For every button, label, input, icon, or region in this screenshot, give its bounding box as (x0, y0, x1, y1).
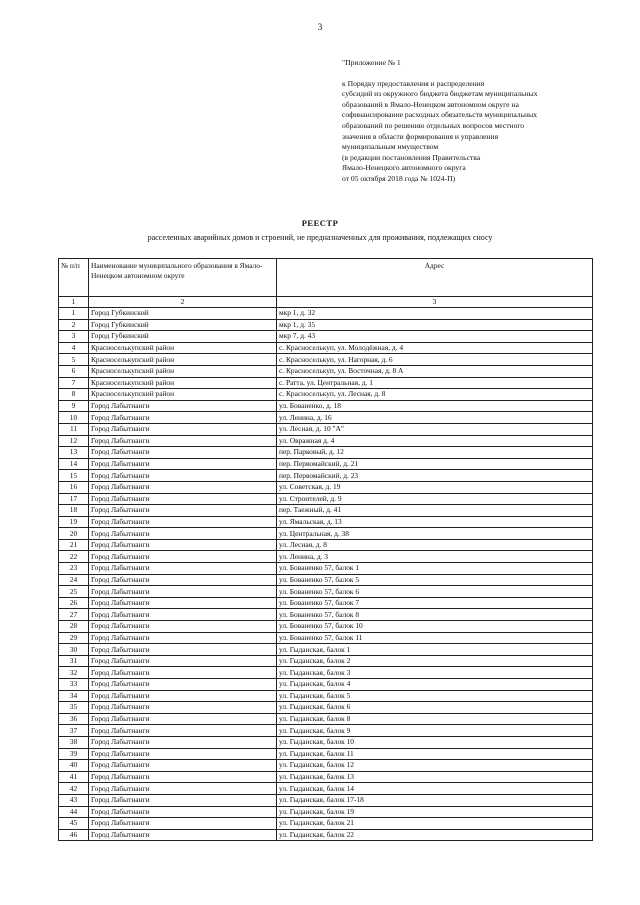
address-cell: ул. Центральная, д. 38 (277, 528, 593, 540)
appendix-heading: "Приложение № 1 (342, 58, 401, 67)
municipality-cell: Город Лабытнанги (89, 818, 277, 830)
table-row (59, 389, 593, 401)
table-header-row (59, 259, 593, 297)
table-row (59, 702, 593, 714)
address-cell: с. Ратта, ул. Центральная, д. 1 (277, 377, 593, 389)
column-header-number: № п/п (59, 259, 89, 297)
address-cell: ул. Ленина, д. 3 (277, 551, 593, 563)
table-row (59, 679, 593, 691)
row-number-cell: 14 (59, 458, 89, 470)
municipality-cell: Город Лабытнанги (89, 609, 277, 621)
table-row (59, 354, 593, 366)
address-cell: ул. Гыданская, балок 22 (277, 829, 593, 841)
address-cell: ул. Бованенко 57, балок 6 (277, 586, 593, 598)
municipality-cell: Город Лабытнанги (89, 690, 277, 702)
table-row (59, 528, 593, 540)
table-row (59, 412, 593, 424)
row-number-cell: 36 (59, 713, 89, 725)
address-cell: ул. Гыданская, балок 17-18 (277, 794, 593, 806)
address-cell: пер. Таежный, д. 41 (277, 505, 593, 517)
address-cell: ул. Гыданская, балок 14 (277, 783, 593, 795)
municipality-cell: Город Лабытнанги (89, 679, 277, 691)
table-row (59, 806, 593, 818)
municipality-cell: Город Лабытнанги (89, 505, 277, 517)
address-cell: ул. Гыданская, балок 10 (277, 736, 593, 748)
appendix-line: муниципальным имуществом (342, 142, 439, 152)
municipality-cell: Город Лабытнанги (89, 447, 277, 459)
municipality-cell: Город Лабытнанги (89, 423, 277, 435)
row-number-cell: 26 (59, 597, 89, 609)
registry-subtitle: расселенных аварийных домов и строений, не предназначенных для проживания, подлежащих сносу (147, 233, 493, 242)
table-row (59, 481, 593, 493)
row-number-cell: 37 (59, 725, 89, 737)
municipality-cell: Город Лабытнанги (89, 806, 277, 818)
municipality-cell: Город Лабытнанги (89, 713, 277, 725)
row-number-cell: 43 (59, 794, 89, 806)
row-number-cell: 13 (59, 447, 89, 459)
table-row (59, 818, 593, 830)
municipality-cell: Город Лабытнанги (89, 725, 277, 737)
row-number-cell: 31 (59, 655, 89, 667)
municipality-cell: Город Лабытнанги (89, 435, 277, 447)
row-number-cell: 10 (59, 412, 89, 424)
table-row (59, 586, 593, 598)
table-row (59, 458, 593, 470)
row-number-cell: 2 (59, 319, 89, 331)
row-number-cell: 1 (59, 308, 89, 320)
column-numbers-row (59, 297, 593, 308)
municipality-cell: Город Лабытнанги (89, 586, 277, 598)
municipality-cell: Город Лабытнанги (89, 621, 277, 633)
address-cell: ул. Гыданская, балок 12 (277, 760, 593, 772)
table-row (59, 400, 593, 412)
table-row (59, 794, 593, 806)
table-row (59, 470, 593, 482)
row-number-cell: 6 (59, 365, 89, 377)
municipality-cell: Город Лабытнанги (89, 829, 277, 841)
address-cell: ул. Бованенко 57, балок 8 (277, 609, 593, 621)
table-row (59, 621, 593, 633)
municipality-cell: Город Лабытнанги (89, 783, 277, 795)
municipality-cell: Город Губкинский (89, 319, 277, 331)
table-row (59, 771, 593, 783)
row-number-cell: 16 (59, 481, 89, 493)
column-header-municipality: Наименование муниципального образования в Ямало-Ненецком автономном округе (89, 259, 277, 297)
municipality-cell: Красноселькупский район (89, 342, 277, 354)
municipality-cell: Город Лабытнанги (89, 551, 277, 563)
page-number: 3 (317, 22, 323, 32)
table-row (59, 423, 593, 435)
row-number-cell: 25 (59, 586, 89, 598)
address-cell: пер. Первомайский, д. 23 (277, 470, 593, 482)
table-row (59, 563, 593, 575)
appendix-line: (в редакции постановления Правительства (342, 152, 481, 162)
registry-body (59, 308, 593, 841)
table-row (59, 331, 593, 343)
column-number: 2 (89, 297, 277, 308)
municipality-cell: Город Лабытнанги (89, 655, 277, 667)
table-row (59, 736, 593, 748)
address-cell: пер. Первомайский, д. 21 (277, 458, 593, 470)
municipality-cell: Город Лабытнанги (89, 400, 277, 412)
table-row (59, 690, 593, 702)
municipality-cell: Город Лабытнанги (89, 458, 277, 470)
row-number-cell: 21 (59, 539, 89, 551)
address-cell: ул. Лесная, д. 8 (277, 539, 593, 551)
table-row (59, 632, 593, 644)
registry-table (58, 258, 593, 841)
address-cell: с. Красноселькуп, ул. Лесная, д. 8 (277, 389, 593, 401)
municipality-cell: Город Лабытнанги (89, 748, 277, 760)
address-cell: ул. Советская, д. 19 (277, 481, 593, 493)
row-number-cell: 46 (59, 829, 89, 841)
table-row (59, 516, 593, 528)
row-number-cell: 9 (59, 400, 89, 412)
address-cell: ул. Гыданская, балок 9 (277, 725, 593, 737)
row-number-cell: 12 (59, 435, 89, 447)
municipality-cell: Город Лабытнанги (89, 528, 277, 540)
address-cell: ул. Гыданская, балок 19 (277, 806, 593, 818)
municipality-cell: Город Лабытнанги (89, 563, 277, 575)
row-number-cell: 27 (59, 609, 89, 621)
table-row (59, 574, 593, 586)
table-row (59, 342, 593, 354)
municipality-cell: Город Лабытнанги (89, 644, 277, 656)
table-row (59, 829, 593, 841)
address-cell: ул. Гыданская, балок 5 (277, 690, 593, 702)
table-row (59, 609, 593, 621)
address-cell: ул. Строителей, д. 9 (277, 493, 593, 505)
row-number-cell: 35 (59, 702, 89, 714)
address-cell: ул. Гыданская, балок 21 (277, 818, 593, 830)
municipality-cell: Красноселькупский район (89, 365, 277, 377)
row-number-cell: 41 (59, 771, 89, 783)
row-number-cell: 42 (59, 783, 89, 795)
table-row (59, 597, 593, 609)
municipality-cell: Красноселькупский район (89, 377, 277, 389)
table-row (59, 447, 593, 459)
row-number-cell: 33 (59, 679, 89, 691)
table-row (59, 493, 593, 505)
row-number-cell: 38 (59, 736, 89, 748)
column-number: 3 (277, 297, 593, 308)
address-cell: с. Красноселькуп, ул. Восточная, д. 8 А (277, 365, 593, 377)
row-number-cell: 22 (59, 551, 89, 563)
table-row (59, 667, 593, 679)
municipality-cell: Город Лабытнанги (89, 736, 277, 748)
address-cell: ул. Гыданская, балок 1 (277, 644, 593, 656)
registry-title: РЕЕСТР (301, 218, 339, 228)
appendix-line: образований по решению отдельных вопросов местного (342, 120, 525, 130)
municipality-cell: Город Лабытнанги (89, 539, 277, 551)
municipality-cell: Город Лабытнанги (89, 574, 277, 586)
row-number-cell: 45 (59, 818, 89, 830)
row-number-cell: 34 (59, 690, 89, 702)
address-cell: ул. Гыданская, балок 13 (277, 771, 593, 783)
row-number-cell: 32 (59, 667, 89, 679)
table-row (59, 760, 593, 772)
row-number-cell: 7 (59, 377, 89, 389)
appendix-line: значения в области формирования и управления (342, 131, 499, 141)
municipality-cell: Красноселькупский район (89, 389, 277, 401)
table-row (59, 377, 593, 389)
appendix-line: от 05 октября 2018 года № 1024-П) (342, 173, 456, 183)
address-cell: пер. Парковый, д. 12 (277, 447, 593, 459)
address-cell: ул. Ямальская, д. 13 (277, 516, 593, 528)
row-number-cell: 4 (59, 342, 89, 354)
municipality-cell: Город Лабытнанги (89, 760, 277, 772)
address-cell: ул. Гыданская, балок 3 (277, 667, 593, 679)
table-row (59, 435, 593, 447)
municipality-cell: Город Лабытнанги (89, 632, 277, 644)
table-row (59, 655, 593, 667)
municipality-cell: Город Лабытнанги (89, 597, 277, 609)
address-cell: с. Красноселькуп, ул. Молодёжная, д. 4 (277, 342, 593, 354)
table-row (59, 308, 593, 320)
municipality-cell: Город Лабытнанги (89, 412, 277, 424)
row-number-cell: 44 (59, 806, 89, 818)
table-row (59, 725, 593, 737)
appendix-line: Ямало-Ненецкого автономного округа (342, 163, 466, 173)
row-number-cell: 8 (59, 389, 89, 401)
column-number: 1 (59, 297, 89, 308)
appendix-line: субсидий из окружного бюджета бюджетам муниципальных (342, 89, 538, 99)
row-number-cell: 20 (59, 528, 89, 540)
row-number-cell: 5 (59, 354, 89, 366)
municipality-cell: Город Лабытнанги (89, 516, 277, 528)
municipality-cell: Город Лабытнанги (89, 771, 277, 783)
table-row (59, 319, 593, 331)
appendix-line: софинансирование расходных обязательств муниципальных (342, 110, 538, 120)
table-row (59, 644, 593, 656)
row-number-cell: 29 (59, 632, 89, 644)
row-number-cell: 40 (59, 760, 89, 772)
address-cell: ул. Бованенко, д. 18 (277, 400, 593, 412)
row-number-cell: 28 (59, 621, 89, 633)
municipality-cell: Красноселькупский район (89, 354, 277, 366)
address-cell: мкр 1, д. 35 (277, 319, 593, 331)
address-cell: ул. Гыданская, балок 11 (277, 748, 593, 760)
address-cell: ул. Овражная д. 4 (277, 435, 593, 447)
address-cell: ул. Гыданская, балок 4 (277, 679, 593, 691)
row-number-cell: 24 (59, 574, 89, 586)
municipality-cell: Город Губкинский (89, 331, 277, 343)
row-number-cell: 19 (59, 516, 89, 528)
row-number-cell: 11 (59, 423, 89, 435)
address-cell: ул. Гыданская, балок 6 (277, 702, 593, 714)
address-cell: ул. Бованенко 57, балок 11 (277, 632, 593, 644)
address-cell: ул. Гыданская, балок 2 (277, 655, 593, 667)
address-cell: ул. Бованенко 57, балок 7 (277, 597, 593, 609)
municipality-cell: Город Лабытнанги (89, 470, 277, 482)
row-number-cell: 17 (59, 493, 89, 505)
table-row (59, 783, 593, 795)
appendix-line: образований в Ямало-Ненецком автономном округе на (342, 99, 519, 109)
address-cell: с. Красноселькуп, ул. Нагорная, д. 6 (277, 354, 593, 366)
municipality-cell: Город Губкинский (89, 308, 277, 320)
row-number-cell: 39 (59, 748, 89, 760)
table-row (59, 748, 593, 760)
municipality-cell: Город Лабытнанги (89, 493, 277, 505)
municipality-cell: Город Лабытнанги (89, 667, 277, 679)
address-cell: мкр 7, д. 43 (277, 331, 593, 343)
address-cell: ул. Гыданская, балок 8 (277, 713, 593, 725)
row-number-cell: 15 (59, 470, 89, 482)
appendix-block (342, 58, 612, 185)
row-number-cell: 23 (59, 563, 89, 575)
table-row (59, 365, 593, 377)
address-cell: мкр 1, д. 32 (277, 308, 593, 320)
appendix-line: к Порядку предоставления и распределения (342, 78, 485, 88)
address-cell: ул. Бованенко 57, балок 10 (277, 621, 593, 633)
table-row (59, 713, 593, 725)
table-row (59, 505, 593, 517)
address-cell: ул. Лесная, д. 10 "А" (277, 423, 593, 435)
table-row (59, 539, 593, 551)
municipality-cell: Город Лабытнанги (89, 481, 277, 493)
row-number-cell: 18 (59, 505, 89, 517)
municipality-cell: Город Лабытнанги (89, 702, 277, 714)
address-cell: ул. Бованенко 57, балок 5 (277, 574, 593, 586)
address-cell: ул. Бованенко 57, балок 1 (277, 563, 593, 575)
column-header-address: Адрес (277, 259, 593, 297)
row-number-cell: 30 (59, 644, 89, 656)
row-number-cell: 3 (59, 331, 89, 343)
municipality-cell: Город Лабытнанги (89, 794, 277, 806)
table-row (59, 551, 593, 563)
address-cell: ул. Ленина, д. 16 (277, 412, 593, 424)
